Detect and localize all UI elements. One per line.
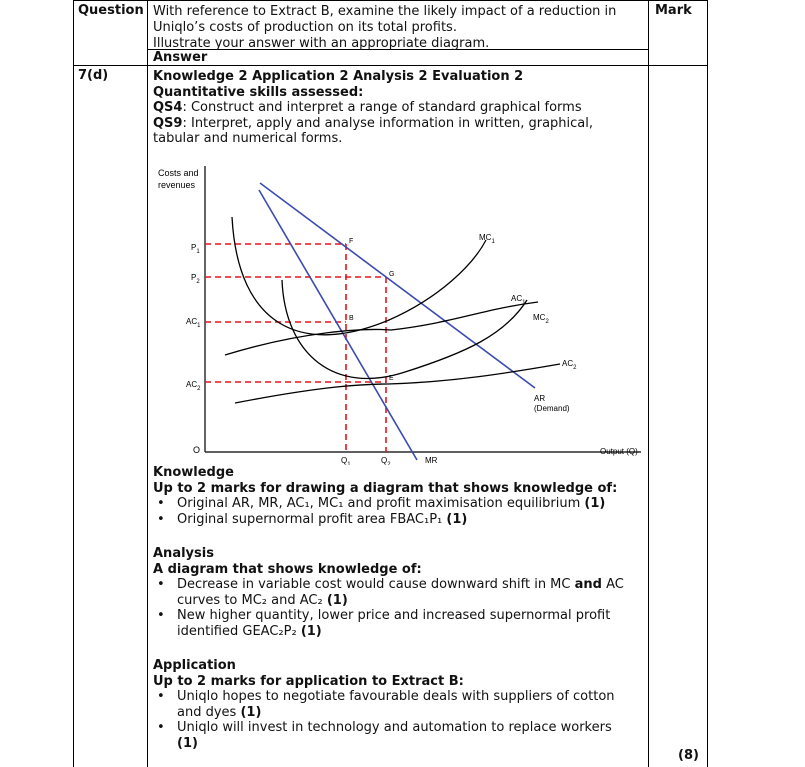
point-e-label: E xyxy=(389,375,394,382)
list-item xyxy=(153,608,648,639)
ac2-axis-label: $AC_2$ xyxy=(186,380,201,392)
x-axis-label: Output (Q) xyxy=(600,447,638,456)
qs9-text: : Interpret, apply and analyse information in written, graphical, xyxy=(182,115,593,131)
list-item xyxy=(153,496,648,512)
total-mark: (8) xyxy=(678,748,699,763)
qs4-text: : Construct and interpret a range of standard graphical forms xyxy=(182,100,582,115)
q1-label: $Q_1$ xyxy=(341,456,351,465)
question-text-line: Illustrate your answer with an appropriate diagram. xyxy=(153,36,490,51)
bullet-mark: (1) xyxy=(584,496,606,511)
application-list xyxy=(153,689,648,751)
y-axis-label: Costs and xyxy=(158,168,199,178)
analysis-subheading: A diagram that shows knowledge of: xyxy=(153,561,422,577)
bullet-text: and dyes xyxy=(177,704,241,720)
y-axis-label: revenues xyxy=(158,180,196,190)
mr-label: MR xyxy=(425,456,438,465)
column-divider-1 xyxy=(147,0,148,767)
bullet-mark: (1) xyxy=(177,735,198,751)
list-item xyxy=(153,577,648,608)
bullet-text: identified GEAC₂P₂ xyxy=(177,623,301,639)
skills-intro xyxy=(153,69,648,147)
knowledge-heading: Knowledge xyxy=(153,465,234,480)
column-divider-2 xyxy=(648,0,649,767)
qs9-code: QS9 xyxy=(153,115,183,131)
qs9-line xyxy=(153,116,648,132)
bullet-text: Decrease in variable cost would cause downward shift in MC xyxy=(177,577,575,592)
mc1-curve-label: $MC_1$ xyxy=(479,233,495,245)
analysis-section xyxy=(153,546,648,639)
ar-demand-label: AR xyxy=(534,394,546,403)
bullet-text: New higher quantity, lower price and increased supernormal profit xyxy=(177,608,611,623)
point-f-label: F xyxy=(349,238,354,245)
bullet-mark: (1) xyxy=(300,623,322,639)
answer-label: Answer xyxy=(153,50,208,65)
ar-demand-label: (Demand) xyxy=(534,404,570,413)
bullet-mark: (1) xyxy=(326,592,348,608)
header-row-divider xyxy=(73,65,708,66)
question-text-line: With reference to Extract B, examine the likely impact of a reduction in xyxy=(153,4,617,19)
question-number: 7(d) xyxy=(78,68,109,83)
qs9-line-continued: tabular and numerical forms. xyxy=(153,131,343,146)
bullet-mark: (1) xyxy=(446,511,468,527)
bullet-text: AC xyxy=(601,577,624,592)
cost-revenue-diagram xyxy=(153,160,648,465)
list-item xyxy=(153,512,648,528)
knowledge-list xyxy=(153,496,648,527)
point-g-label: G xyxy=(389,271,395,278)
question-text-line: Uniqlo’s costs of production on its total profits. xyxy=(153,20,457,35)
list-item xyxy=(153,720,648,751)
point-b-label: B xyxy=(349,315,354,322)
dashed-guides xyxy=(205,244,386,452)
bullet-text: curves to MC₂ and AC₂ xyxy=(177,592,327,608)
ac1-axis-label: $AC_1$ xyxy=(186,317,201,329)
mark-column-header: Mark xyxy=(655,3,692,18)
p1-label: $P_1$ xyxy=(191,243,200,255)
ac1-curve xyxy=(225,302,538,355)
mc1-curve xyxy=(232,217,486,335)
bullet-mark: (1) xyxy=(240,704,262,720)
mc2-curve-label: $MC_2$ xyxy=(533,313,549,325)
list-item xyxy=(153,689,648,720)
ac1-curve-label: $AC_1$ xyxy=(511,294,526,306)
ar-demand-line xyxy=(260,183,535,388)
bullet-emphasis: and xyxy=(574,577,602,592)
origin-label: O xyxy=(193,445,201,455)
bullet-text: Uniqlo hopes to negotiate favourable deals with suppliers of cotton xyxy=(177,689,615,704)
bullet-text: Uniqlo will invest in technology and automation to replace workers xyxy=(177,720,612,735)
table-right-border xyxy=(707,0,708,767)
q2-label: $Q_2$ xyxy=(381,456,391,465)
question-text xyxy=(153,4,643,52)
qs4-code: QS4 xyxy=(153,100,183,115)
mc2-curve xyxy=(282,280,527,378)
table-left-border xyxy=(73,0,74,767)
analysis-heading: Analysis xyxy=(153,546,214,561)
ac2-curve-label: $AC_2$ xyxy=(562,359,577,371)
table-top-border xyxy=(73,0,708,1)
application-heading: Application xyxy=(153,658,236,673)
knowledge-subheading: Up to 2 marks for drawing a diagram that shows knowledge of: xyxy=(153,480,618,496)
bullet-text: Original supernormal profit area FBAC₁P₁ xyxy=(177,511,447,527)
bullet-text: Original AR, MR, AC₁, MC₁ and profit maximisation equilibrium xyxy=(177,496,585,511)
assessment-weights: Knowledge 2 Application 2 Analysis 2 Evaluation 2 xyxy=(153,69,524,84)
application-section xyxy=(153,658,648,751)
qs4-line xyxy=(153,100,648,116)
application-subheading: Up to 2 marks for application to Extract B: xyxy=(153,673,464,689)
p2-label: $P_2$ xyxy=(191,273,200,285)
question-column-header: Question xyxy=(78,3,144,18)
quantitative-skills-heading: Quantitative skills assessed: xyxy=(153,84,364,100)
analysis-list xyxy=(153,577,648,639)
knowledge-section xyxy=(153,465,648,527)
